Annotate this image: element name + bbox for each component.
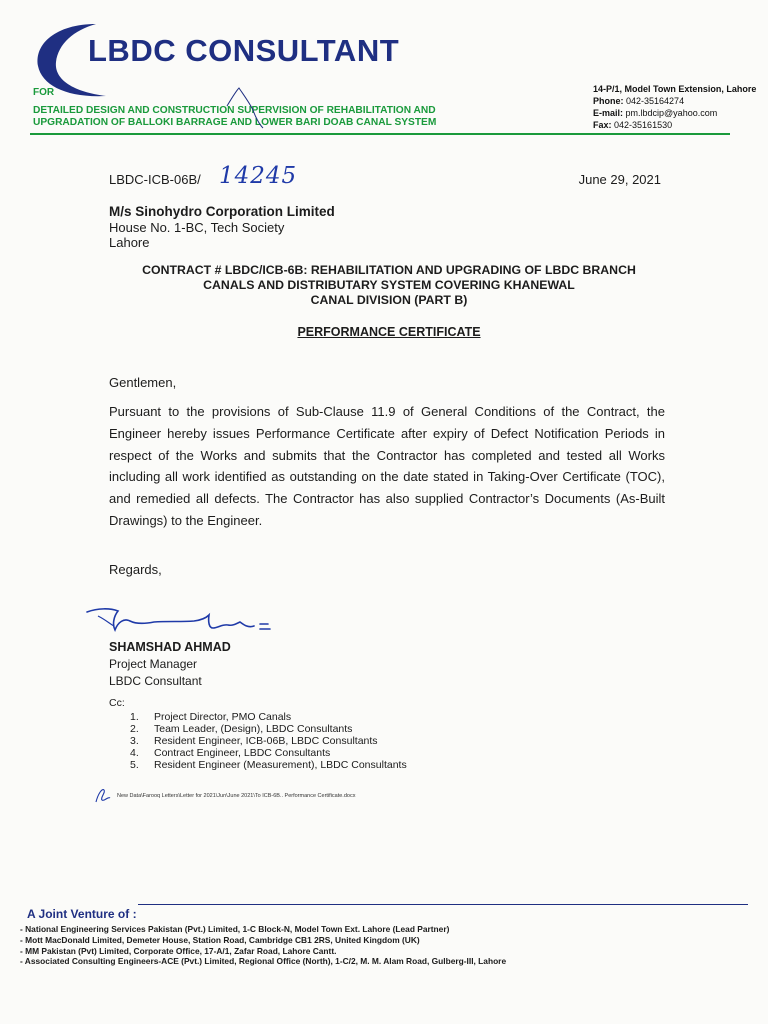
partner-list — [20, 924, 506, 967]
email-label: E-mail: — [593, 108, 624, 118]
closing: Regards, — [109, 562, 162, 577]
pen-mark-icon — [225, 86, 275, 130]
cc-recipient: Resident Engineer, ICB-06B, LBDC Consultants — [154, 735, 378, 748]
addressee-line-2: Lahore — [109, 235, 150, 250]
file-path: New Data\Farooq Letters\Letter for 2021\Jun\June 2021\To ICB-6B.. Performance Certificate.docx — [117, 793, 356, 799]
contact-block — [593, 83, 756, 131]
header-divider — [30, 133, 730, 135]
fax-label: Fax: — [593, 120, 612, 130]
cc-item — [130, 759, 407, 771]
cc-number: 4. — [130, 747, 139, 760]
certificate-title-wrap — [100, 325, 678, 339]
partner-item: - National Engineering Services Pakistan (Pvt.) Limited, 1-C Block-N, Model Town Ext. Lahore (Lead Partner) — [20, 924, 450, 934]
contact-address: 14-P/1, Model Town Extension, Lahore — [593, 84, 757, 94]
cc-item — [130, 723, 407, 735]
firm-name: LBDC CONSULTANT — [88, 33, 400, 68]
addressee-line-1: House No. 1-BC, Tech Society — [109, 219, 285, 235]
cc-list — [130, 711, 407, 771]
cc-recipient: Team Leader, (Design), LBDC Consultants — [154, 723, 353, 736]
partner-item: - Mott MacDonald Limited, Demeter House, Station Road, Cambridge CB1 2RS, United Kingdom (UK) — [20, 934, 420, 945]
project-title-line-2: UPGRADATION OF BALLOKI BARRAGE AND LOWER BARI DOAB CANAL SYSTEM — [33, 117, 437, 128]
cc-number: 3. — [130, 735, 139, 748]
salutation: Gentlemen, — [109, 375, 177, 390]
email-address: pm.lbdcip@yahoo.com — [625, 108, 718, 118]
cc-item — [130, 735, 407, 747]
body-paragraph: Pursuant to the provisions of Sub-Clause 11.9 of General Conditions of the Contract, the Engineer hereby issues Performance Certificate after expiry of Defect Notification Periods in respect of the Works and submits that the Contractor has completed and tested all Works including all work identified as outstanding on the date stated in Taking-Over Certificate (TOC), and remedied all defects. The Contractor has also supplied Contractor’s Documents (As-Built Drawings) to the Engineer. — [109, 404, 665, 528]
for-label: FOR — [33, 87, 55, 98]
cc-item — [130, 747, 407, 759]
cc-item — [130, 711, 407, 723]
phone-number: 042-35164274 — [626, 96, 685, 106]
cc-number: 1. — [130, 711, 139, 723]
addressee-name: M/s Sinohydro Corporation Limited — [109, 204, 335, 219]
subject-line-1: CONTRACT # LBDC/ICB-6B: REHABILITATION AND UPGRADING OF LBDC BRANCH — [142, 263, 636, 277]
reference-number: LBDC-ICB-06B/ — [109, 172, 201, 187]
project-title-line-1: DETAILED DESIGN AND CONSTRUCTION SUPERVISION OF REHABILITATION AND — [33, 105, 436, 116]
cc-recipient: Resident Engineer (Measurement), LBDC Consultants — [154, 759, 407, 772]
footer-divider — [138, 904, 748, 905]
reference-handwritten-number: 14245 — [219, 163, 298, 189]
certificate-title: PERFORMANCE CERTIFICATE — [297, 325, 481, 339]
addressee-block — [109, 204, 335, 251]
letter-date: June 29, 2021 — [578, 172, 661, 187]
initials-mark-icon — [92, 786, 114, 806]
signer-name: SHAMSHAD AHMAD — [109, 640, 231, 654]
signer-title: Project Manager — [109, 657, 198, 671]
fax-number: 042-35161530 — [614, 120, 673, 130]
cc-recipient: Project Director, PMO Canals — [154, 711, 292, 723]
partner-item: - Associated Consulting Engineers-ACE (Pvt.) Limited, Regional Office (North), 1-C/2, M. M. Alam Road, Gulberg-III, Lahore — [20, 956, 507, 967]
partner-item: - MM Pakistan (Pvt) Limited, Corporate Office, 17-A/1, Zafar Road, Lahore Cantt. — [20, 945, 337, 956]
signer-organization: LBDC Consultant — [109, 674, 202, 688]
cc-label: Cc: — [109, 697, 125, 709]
subject-line-2: CANALS AND DISTRIBUTARY SYSTEM COVERING KHANEWAL — [203, 278, 575, 292]
cc-number: 2. — [130, 723, 139, 736]
phone-label: Phone: — [593, 96, 624, 106]
subject-block — [100, 263, 678, 308]
subject-line-3: CANAL DIVISION (PART B) — [310, 293, 468, 307]
cc-recipient: Contract Engineer, LBDC Consultants — [154, 747, 331, 760]
handwritten-signature — [84, 602, 314, 644]
signer-block — [109, 639, 231, 690]
joint-venture-title: A Joint Venture of : — [27, 907, 137, 921]
cc-number: 5. — [130, 759, 139, 772]
